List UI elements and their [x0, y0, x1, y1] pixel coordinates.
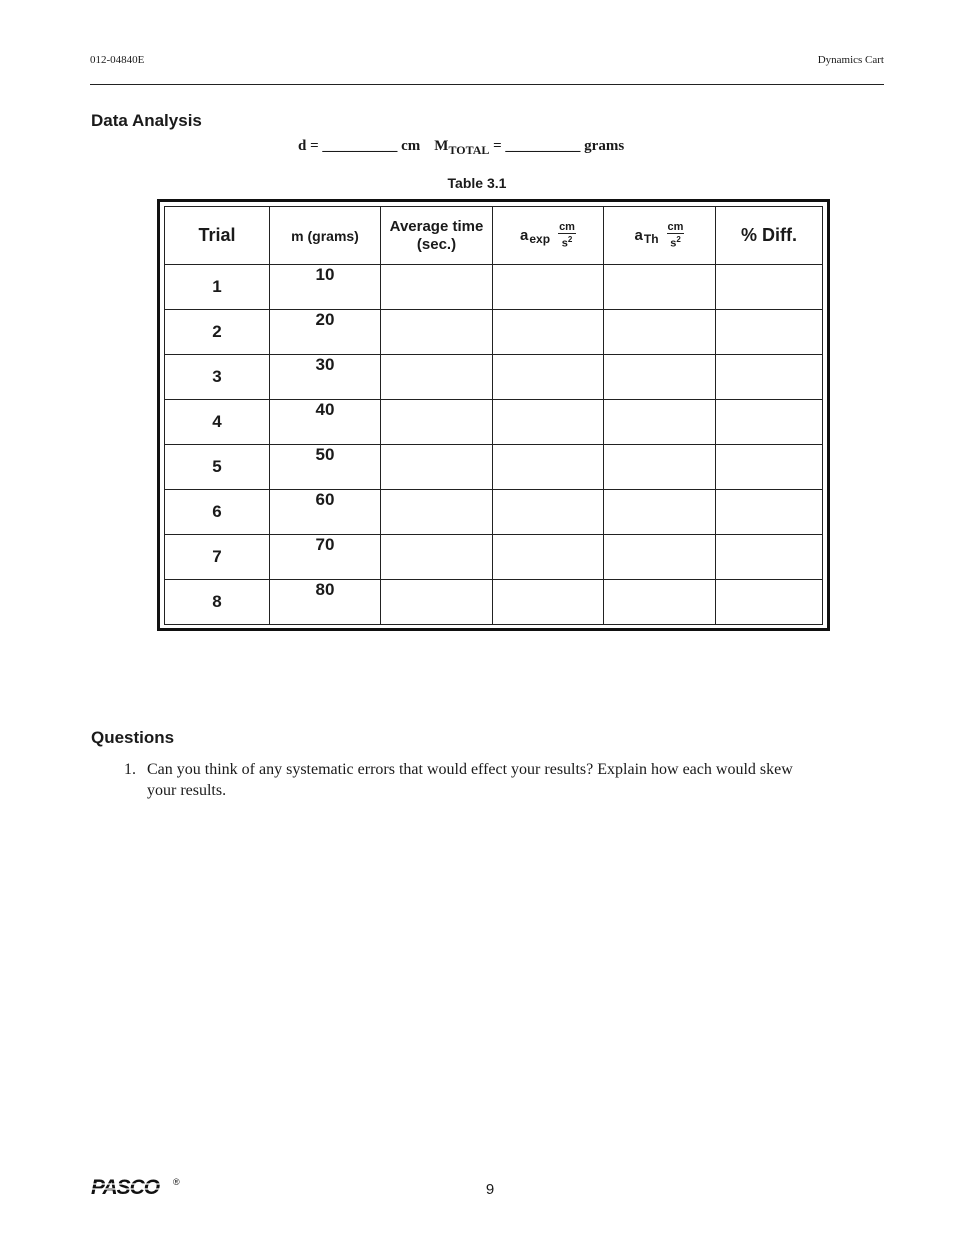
question-number: 1. [124, 761, 136, 778]
measurement-formula [298, 138, 624, 155]
mass-cell: 40 [270, 400, 381, 445]
percent-diff-cell[interactable] [716, 310, 823, 355]
document-title: Dynamics Cart [817, 54, 884, 66]
header-mass: m (grams) [270, 207, 381, 265]
document-number: 012-04840E [90, 54, 145, 66]
percent-diff-cell[interactable] [716, 535, 823, 580]
average-time-cell[interactable] [381, 580, 493, 625]
a-exp-cell[interactable] [493, 355, 604, 400]
registered-mark: ® [173, 1177, 180, 1187]
a-exp-cell[interactable] [493, 535, 604, 580]
distance-blank: d = __________ cm [298, 138, 421, 154]
average-time-cell[interactable] [381, 355, 493, 400]
average-time-cell[interactable] [381, 445, 493, 490]
a-exp-cell[interactable] [493, 580, 604, 625]
table-row [165, 355, 823, 400]
data-analysis-heading: Data Analysis [91, 111, 202, 130]
mass-cell: 10 [270, 265, 381, 310]
percent-diff-cell[interactable] [716, 445, 823, 490]
mass-cell: 50 [270, 445, 381, 490]
a-th-unit-numerator: cm [667, 220, 684, 233]
mass-cell: 60 [270, 490, 381, 535]
mass-cell: 80 [270, 580, 381, 625]
table-caption: Table 3.1 [447, 175, 507, 191]
data-table-frame [157, 199, 830, 631]
mass-total-symbol: M [434, 138, 449, 154]
a-exp-cell[interactable] [493, 310, 604, 355]
mass-total-blank: = __________ grams [493, 138, 625, 154]
a-exp-unit [558, 222, 576, 250]
page-number: 9 [485, 1181, 495, 1198]
a-exp-subscript: exp [529, 231, 551, 246]
a-exp-cell[interactable] [493, 400, 604, 445]
percent-diff-cell[interactable] [716, 490, 823, 535]
a-th-subscript: Th [643, 231, 659, 246]
a-exp-unit-exponent: 2 [567, 234, 573, 244]
pasco-logo-text: PASCO [91, 1176, 160, 1198]
mass-total-subscript: TOTAL [448, 143, 490, 157]
a-th-cell[interactable] [604, 580, 716, 625]
table-row [165, 400, 823, 445]
table-row [165, 490, 823, 535]
trial-cell: 6 [165, 490, 270, 535]
header-average-time [381, 207, 493, 265]
average-time-cell[interactable] [381, 400, 493, 445]
trial-cell: 7 [165, 535, 270, 580]
question-text: Can you think of any systematic errors that would effect your results? Explain how each would skew your results. [147, 761, 793, 799]
header-percent-diff: % Diff. [716, 207, 823, 265]
average-time-cell[interactable] [381, 310, 493, 355]
table-header-row [165, 207, 823, 265]
header-a-th [604, 207, 716, 265]
table-row [165, 535, 823, 580]
table-row [165, 445, 823, 490]
a-th-cell[interactable] [604, 490, 716, 535]
trial-cell: 4 [165, 400, 270, 445]
average-time-cell[interactable] [381, 535, 493, 580]
a-th-cell[interactable] [604, 535, 716, 580]
mass-cell: 20 [270, 310, 381, 355]
a-exp-symbol: a [520, 227, 529, 244]
a-th-cell[interactable] [604, 310, 716, 355]
a-th-cell[interactable] [604, 265, 716, 310]
data-table [164, 206, 823, 625]
average-time-cell[interactable] [381, 265, 493, 310]
a-exp-cell[interactable] [493, 445, 604, 490]
percent-diff-cell[interactable] [716, 400, 823, 445]
percent-diff-cell[interactable] [716, 265, 823, 310]
table-row [165, 265, 823, 310]
a-th-unit-denominator: s [670, 237, 677, 250]
table-row [165, 310, 823, 355]
trial-cell: 8 [165, 580, 270, 625]
questions-heading: Questions [91, 728, 175, 747]
percent-diff-cell[interactable] [716, 355, 823, 400]
mass-cell: 70 [270, 535, 381, 580]
trial-cell: 3 [165, 355, 270, 400]
percent-diff-cell[interactable] [716, 580, 823, 625]
a-exp-unit-numerator: cm [559, 220, 575, 233]
mass-cell: 30 [270, 355, 381, 400]
a-th-symbol: a [634, 227, 643, 244]
average-time-cell[interactable] [381, 490, 493, 535]
a-exp-unit-denominator: s [561, 237, 568, 250]
header-rule [90, 84, 884, 85]
header-average-time-line2: (sec.) [416, 235, 457, 253]
header-trial: Trial [165, 207, 270, 265]
question-item [124, 759, 824, 801]
a-th-cell[interactable] [604, 400, 716, 445]
trial-cell: 5 [165, 445, 270, 490]
a-th-unit-exponent: 2 [676, 234, 681, 244]
a-exp-cell[interactable] [493, 265, 604, 310]
header-average-time-line1: Average time [389, 217, 484, 235]
table-row [165, 580, 823, 625]
a-th-unit [667, 222, 685, 250]
trial-cell: 2 [165, 310, 270, 355]
a-th-cell[interactable] [604, 445, 716, 490]
a-th-cell[interactable] [604, 355, 716, 400]
a-exp-cell[interactable] [493, 490, 604, 535]
header-a-exp [493, 207, 604, 265]
trial-cell: 1 [165, 265, 270, 310]
